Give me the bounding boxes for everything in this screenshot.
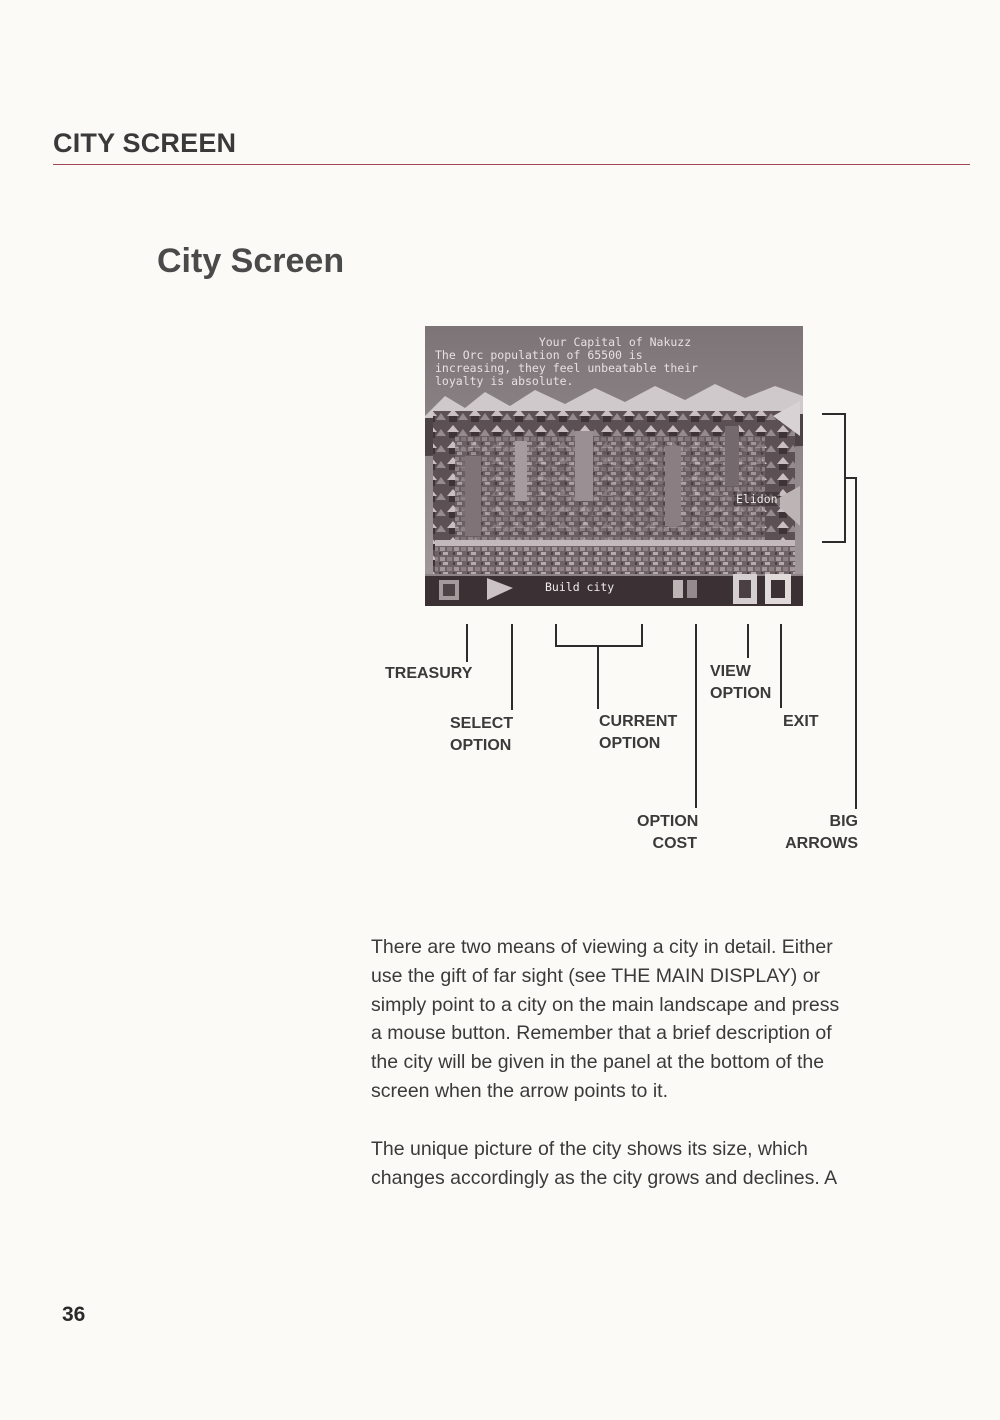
city-name-label: Elidon	[736, 492, 778, 506]
city-message-line: loyalty is absolute.	[435, 374, 574, 388]
view-option-leader-line	[747, 624, 749, 658]
option-cost-leader-line	[695, 624, 697, 808]
current-option-leader-line	[597, 645, 599, 709]
current-option-callout	[599, 711, 677, 755]
view-option-label-line: VIEW	[710, 663, 751, 680]
body-line: There are two means of viewing a city in detail. Either	[371, 936, 833, 958]
body-line: screen when the arrow points to it.	[371, 1079, 668, 1102]
section-title: City Screen	[157, 242, 345, 280]
body-line: simply point to a city on the main landscape and press	[371, 993, 840, 1016]
big-arrows-bracket-top	[822, 413, 846, 415]
current-option-bracket-right	[641, 624, 643, 646]
big-arrows-label-line: BIG	[829, 813, 858, 830]
current-option-label: Build city	[545, 580, 615, 594]
body-line: use the gift of far sight (see THE MAIN DISPLAY) or	[371, 964, 821, 987]
option-cost-label-line: COST	[652, 835, 697, 852]
big-arrows-label	[782, 811, 858, 855]
big-arrows-bracket-bottom	[822, 541, 846, 543]
body-paragraph-1	[371, 933, 869, 1106]
city-message-line: Your Capital of Nakuzz	[538, 335, 692, 349]
select-option-leader-line	[511, 624, 513, 710]
body-line: the city will be given in the panel at the bottom of the	[371, 1051, 825, 1074]
city-message-line: The Orc population of 65500 is	[435, 348, 643, 362]
current-option-callout-line: CURRENT	[599, 713, 678, 730]
view-option-label	[710, 661, 771, 705]
body-line: The unique picture of the city shows its size, which	[371, 1138, 808, 1160]
select-option-label	[450, 713, 513, 757]
option-cost-label-line: OPTION	[637, 813, 699, 830]
option-cost-label	[637, 811, 697, 855]
exit-label: EXIT	[783, 713, 819, 730]
chapter-header: CITY SCREEN	[53, 128, 237, 158]
select-option-label-line: OPTION	[450, 737, 512, 754]
body-line: changes accordingly as the city grows and declines. A	[371, 1166, 838, 1189]
current-option-callout-line: OPTION	[599, 735, 661, 752]
big-arrows-label-line: ARROWS	[785, 835, 858, 852]
city-screen-screenshot	[425, 326, 803, 606]
city-message-line: increasing, they feel unbeatable their	[435, 361, 699, 375]
city-message-box	[435, 336, 795, 388]
body-line: a mouse button. Remember that a brief description of	[371, 1022, 832, 1045]
header-rule	[53, 164, 970, 165]
big-arrows-leader-line	[855, 477, 857, 809]
view-option-label-line: OPTION	[710, 685, 772, 702]
page-number: 36	[62, 1303, 86, 1326]
select-option-label-line: SELECT	[450, 715, 514, 732]
body-paragraph-2	[371, 1135, 869, 1193]
current-option-bracket-left	[555, 624, 557, 646]
current-option-bracket-bottom	[555, 645, 643, 647]
treasury-label: TREASURY	[385, 665, 473, 682]
treasury-leader-line	[466, 624, 468, 662]
exit-leader-line	[780, 624, 782, 708]
